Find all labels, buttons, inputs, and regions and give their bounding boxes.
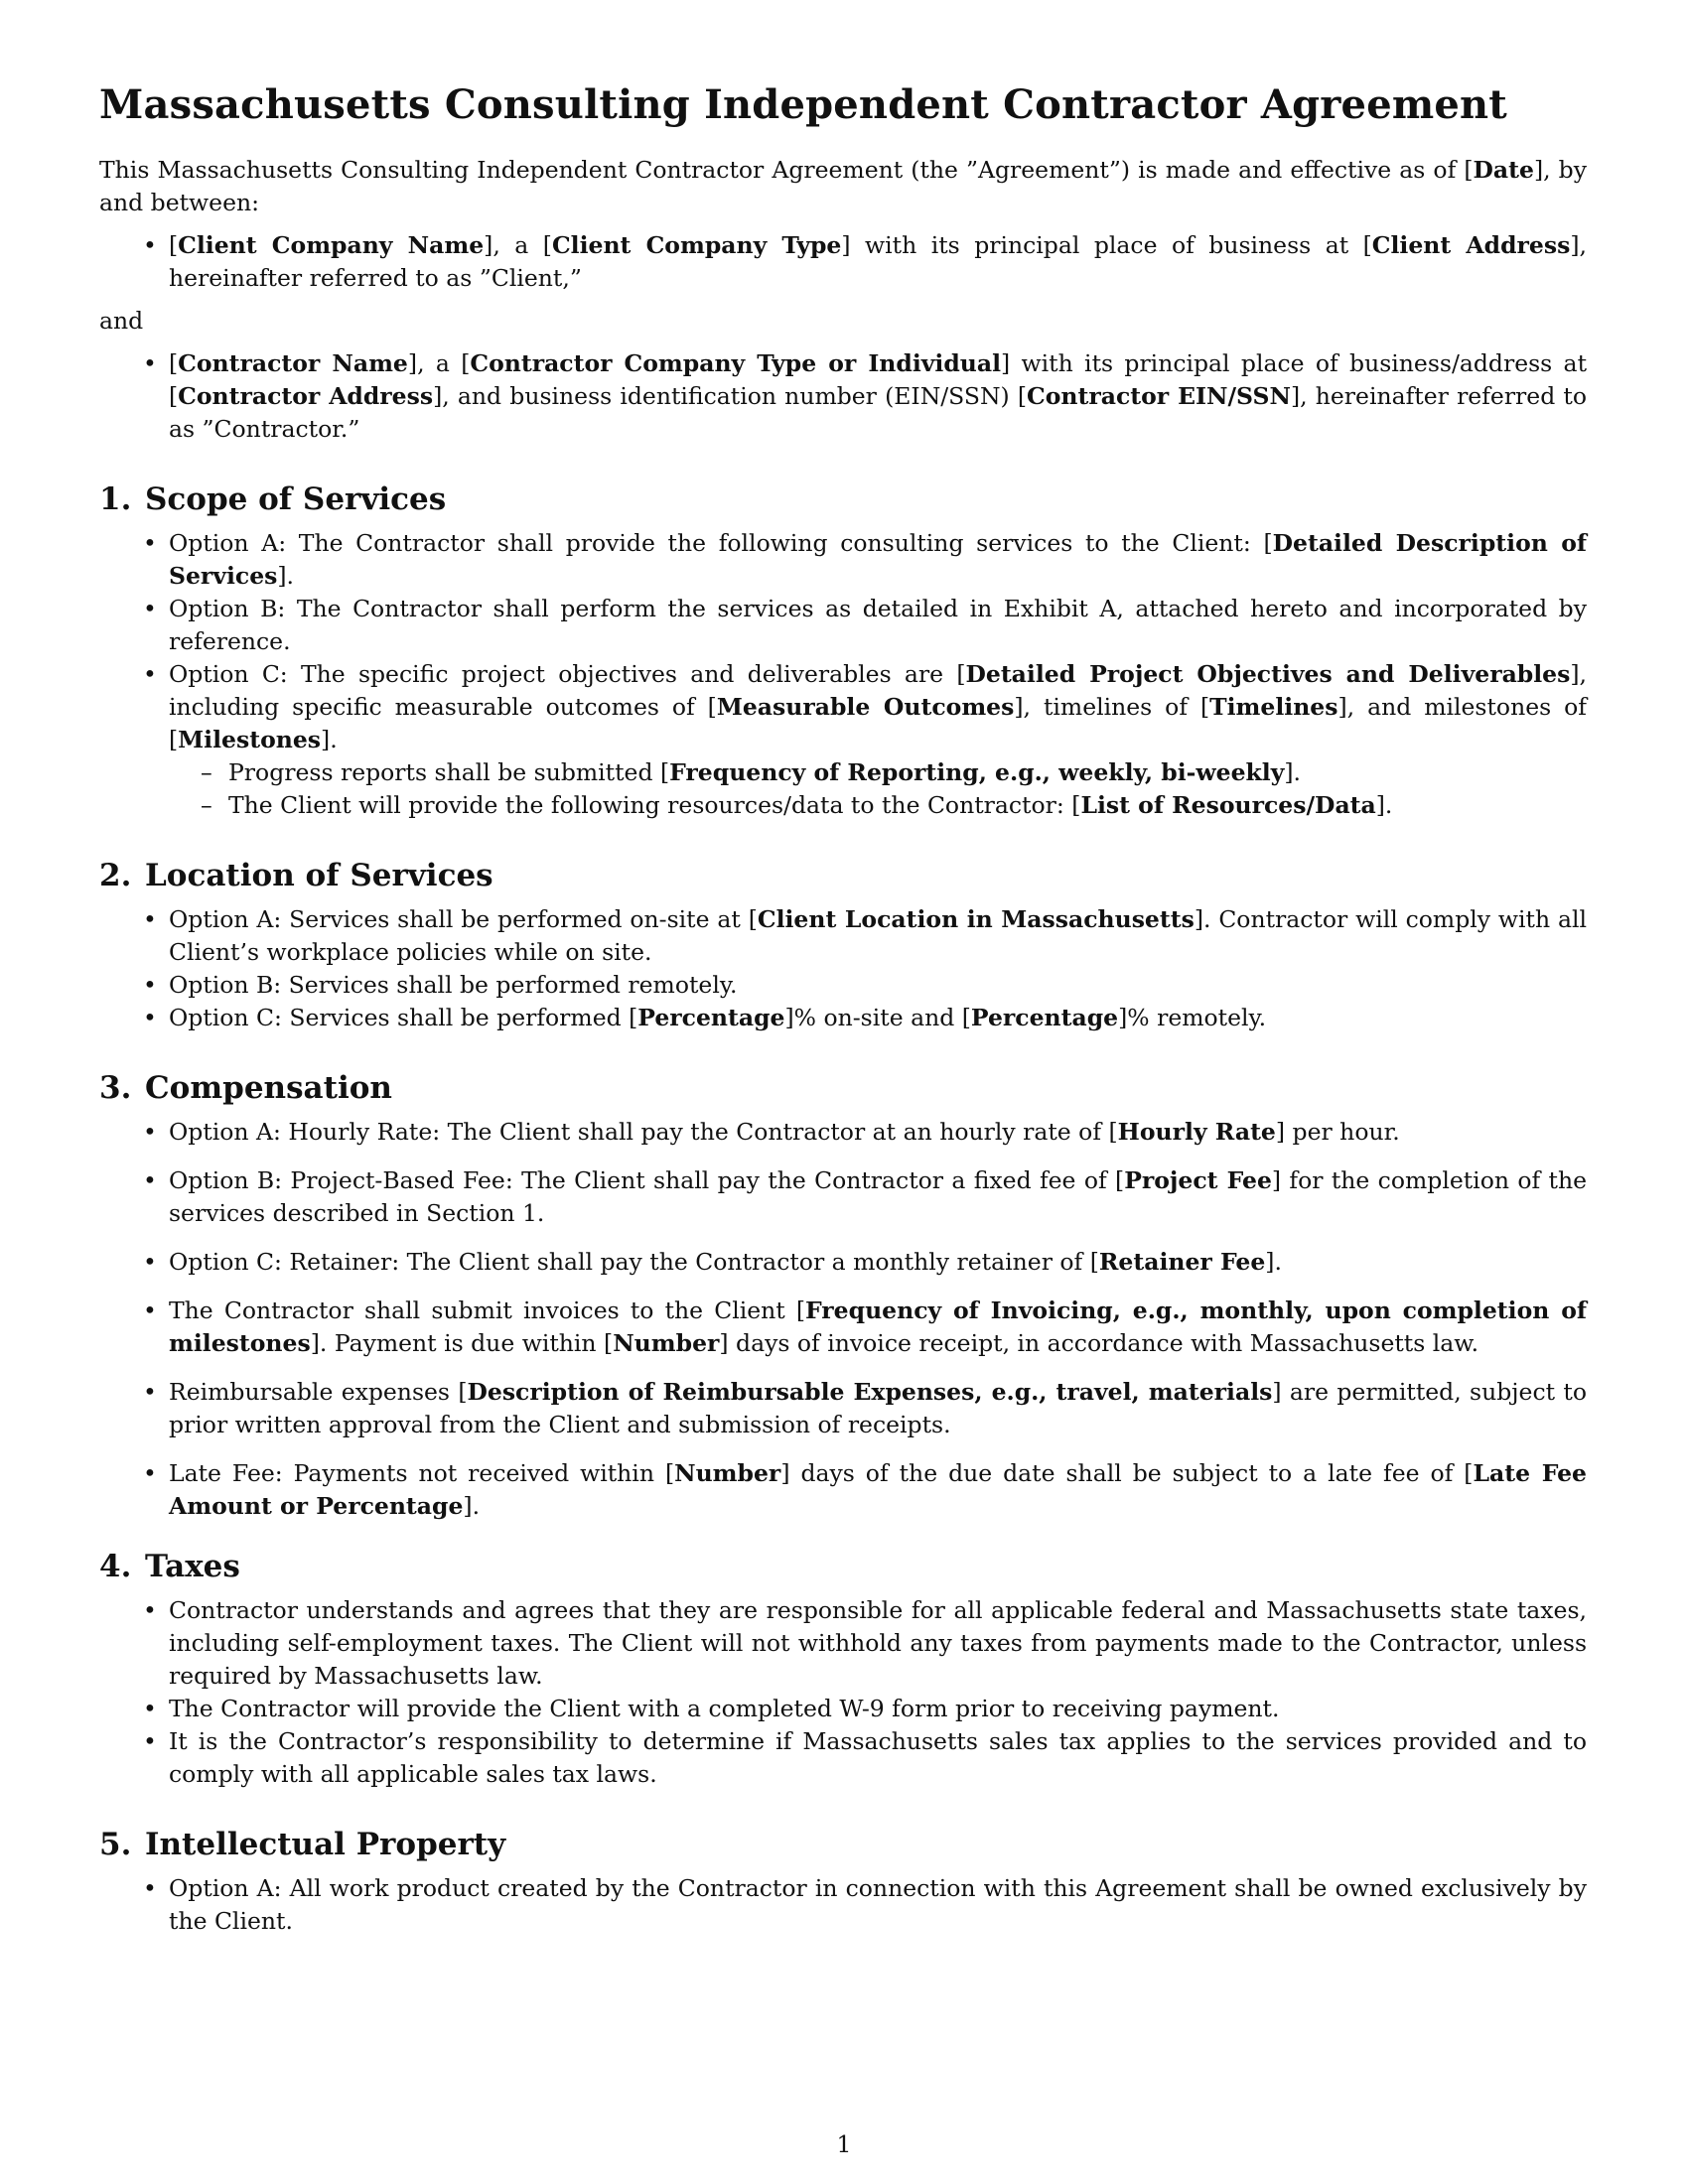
services-description-field: Detailed Description of Services: [169, 529, 1587, 590]
progress-reports-item: – Progress reports shall be submitted [Frequency of Reporting, e.g., weekly, bi-weekly].: [228, 756, 1587, 789]
scope-option-c: • Option C: The specific project objectives and deliverables are [Detailed Project Objectives and Deliverables], including specific measurable outcomes of [Measurable Outcomes], timelines of [Timelines], and milestones of [Milestones]. – Progress reports shall be submitted [Frequency of Reporting, e.g., weekly, bi-weekly]. – The Client will provide the following resources/data to the Contractor: [List of Resources/Data].: [169, 658, 1587, 822]
compensation-option-c: • Option C: Retainer: The Client shall pay the Contractor a monthly retainer of [Retainer Fee].: [169, 1246, 1587, 1279]
contractor-name-field: Contractor Name: [178, 349, 408, 377]
location-list: [99, 903, 1587, 1034]
section-heading-taxes: 4. Taxes: [99, 1549, 240, 1584]
client-type-field: Client Company Type: [551, 231, 842, 259]
document-page: [99, 81, 1587, 1948]
contractor-type-field: Contractor Company Type or Individual: [470, 349, 1002, 377]
hourly-rate-field: Hourly Rate: [1117, 1118, 1276, 1146]
client-party-item: • [Client Company Name], a [Client Company Type] with its principal place of business at [Client Address], hereinafter referred to as ”Client,”: [169, 229, 1587, 295]
client-location-field: Client Location in Massachusetts: [757, 905, 1195, 933]
ip-list: [99, 1872, 1587, 1938]
taxes-item-1: • Contractor understands and agrees that they are responsible for all applicable federal and Massachusetts state taxes, including self-employment taxes. The Client will not withhold any taxes from payments made to the Contractor, unless required by Massachusetts law.: [169, 1594, 1587, 1693]
date-field: Date: [1473, 156, 1534, 184]
location-option-c: • Option C: Services shall be performed [Percentage]% on-site and [Percentage]% remotely.: [169, 1002, 1587, 1034]
scope-list: [99, 527, 1587, 822]
ip-option-a: • Option A: All work product created by the Contractor in connection with this Agreement shall be owned exclusively by the Client.: [169, 1872, 1587, 1938]
timelines-field: Timelines: [1209, 693, 1338, 721]
milestones-field: Milestones: [178, 726, 322, 753]
scope-sublist: [169, 756, 1587, 822]
location-option-b: • Option B: Services shall be performed remotely.: [169, 969, 1587, 1002]
compensation-option-a: • Option A: Hourly Rate: The Client shall pay the Contractor at an hourly rate of [Hourly Rate] per hour.: [169, 1116, 1587, 1149]
taxes-item-2: • The Contractor will provide the Client with a completed W-9 form prior to receiving payment.: [169, 1693, 1587, 1725]
document-title: Massachusetts Consulting Independent Contractor Agreement: [99, 81, 1507, 128]
client-party-list: [99, 229, 1587, 295]
taxes-item-3: • It is the Contractor’s responsibility to determine if Massachusetts sales tax applies to the services provided and to comply with all applicable sales tax laws.: [169, 1725, 1587, 1791]
expenses-field: Description of Reimbursable Expenses, e.g., travel, materials: [467, 1378, 1273, 1406]
taxes-list: [99, 1594, 1587, 1791]
client-name-field: Client Company Name: [178, 231, 485, 259]
invoicing-item: • The Contractor shall submit invoices to the Client [Frequency of Invoicing, e.g., monthly, upon completion of milestones]. Payment is due within [Number] days of invoice receipt, in accordance with Massachusetts law.: [169, 1295, 1587, 1360]
page-number: 1: [836, 2130, 852, 2158]
and-text: and: [99, 307, 144, 335]
section-heading-scope: 1. Scope of Services: [99, 481, 447, 517]
section-heading-ip: 5. Intellectual Property: [99, 1827, 506, 1862]
resources-field: List of Resources/Data: [1080, 791, 1376, 819]
objectives-field: Detailed Project Objectives and Deliverables: [965, 660, 1571, 688]
remote-percentage-field: Percentage: [970, 1004, 1119, 1031]
contractor-ein-field: Contractor EIN/SSN: [1027, 382, 1291, 410]
location-option-a: • Option A: Services shall be performed on-site at [Client Location in Massachusetts]. Contractor will comply with all Client’s workplace policies while on site.: [169, 903, 1587, 969]
compensation-list: [99, 1116, 1587, 1523]
scope-option-a: • Option A: The Contractor shall provide the following consulting services to the Client: [Detailed Description of Services].: [169, 527, 1587, 593]
retainer-fee-field: Retainer Fee: [1098, 1248, 1266, 1276]
contractor-party-item: • [Contractor Name], a [Contractor Company Type or Individual] with its principal place of business/address at [Contractor Address], and business identification number (EIN/SSN) [Contractor EIN/SSN], hereinafter referred to as ”Contractor.”: [169, 347, 1587, 446]
scope-option-b: • Option B: The Contractor shall perform the services as detailed in Exhibit A, attached hereto and incorporated by reference.: [169, 593, 1587, 658]
late-fee-amount-field: Late Fee Amount or Percentage: [169, 1459, 1588, 1520]
compensation-option-b: • Option B: Project-Based Fee: The Client shall pay the Contractor a fixed fee of [Project Fee] for the completion of the services described in Section 1.: [169, 1164, 1587, 1230]
project-fee-field: Project Fee: [1124, 1166, 1272, 1194]
section-heading-compensation: 3. Compensation: [99, 1070, 392, 1106]
intro-paragraph: This Massachusetts Consulting Independent Contractor Agreement (the ”Agreement”) is made and effective as of [Date], by and between:: [99, 156, 1587, 216]
contractor-address-field: Contractor Address: [178, 382, 434, 410]
invoicing-frequency-field: Frequency of Invoicing, e.g., monthly, upon completion of milestones: [169, 1297, 1587, 1357]
section-heading-location: 2. Location of Services: [99, 858, 493, 893]
client-address-field: Client Address: [1371, 231, 1571, 259]
late-fee-item: • Late Fee: Payments not received within [Number] days of the due date shall be subject to a late fee of [Late Fee Amount or Percentage].: [169, 1457, 1587, 1523]
reporting-frequency-field: Frequency of Reporting, e.g., weekly, bi-weekly: [669, 758, 1285, 786]
late-days-field: Number: [674, 1459, 781, 1487]
onsite-percentage-field: Percentage: [637, 1004, 785, 1031]
contractor-party-list: [99, 347, 1587, 446]
client-resources-item: – The Client will provide the following resources/data to the Contractor: [List of Resources/Data].: [228, 789, 1587, 822]
outcomes-field: Measurable Outcomes: [716, 693, 1015, 721]
payment-days-field: Number: [613, 1329, 720, 1357]
expenses-item: • Reimbursable expenses [Description of Reimbursable Expenses, e.g., travel, materials] are permitted, subject to prior written approval from the Client and submission of receipts.: [169, 1376, 1587, 1441]
